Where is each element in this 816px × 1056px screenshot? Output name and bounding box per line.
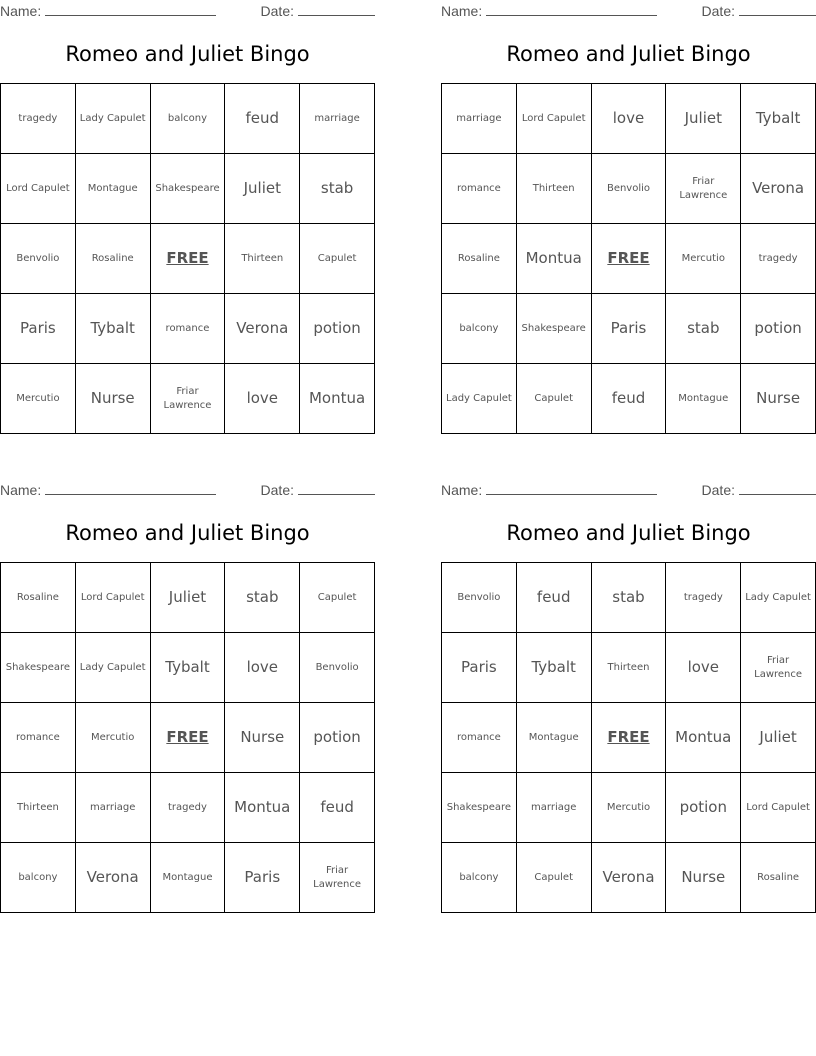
bingo-cell: Montua xyxy=(300,364,375,434)
name-label: Name: xyxy=(441,482,483,498)
bingo-cell: love xyxy=(225,633,300,703)
bingo-cell: tragedy xyxy=(151,773,226,843)
bingo-cell: balcony xyxy=(151,84,226,154)
date-field[interactable] xyxy=(261,3,375,19)
free-space: FREE xyxy=(151,703,226,773)
bingo-cell: Rosaline xyxy=(1,563,76,633)
bingo-cell: Thirteen xyxy=(1,773,76,843)
free-space: FREE xyxy=(592,224,667,294)
bingo-cell: balcony xyxy=(442,294,517,364)
bingo-cell: Benvolio xyxy=(1,224,76,294)
bingo-cell: Friar Lawrence xyxy=(741,633,816,703)
bingo-cell: Lady Capulet xyxy=(442,364,517,434)
date-field[interactable] xyxy=(702,3,816,19)
bingo-cell: Tybalt xyxy=(151,633,226,703)
name-field[interactable] xyxy=(441,3,657,19)
bingo-cell: romance xyxy=(442,703,517,773)
bingo-cell: Tybalt xyxy=(741,84,816,154)
bingo-cell: marriage xyxy=(517,773,592,843)
bingo-cell: Tybalt xyxy=(76,294,151,364)
bingo-cell: feud xyxy=(300,773,375,843)
bingo-cell: Juliet xyxy=(666,84,741,154)
free-space: FREE xyxy=(592,703,667,773)
bingo-cell: Nurse xyxy=(741,364,816,434)
bingo-cell: love xyxy=(592,84,667,154)
bingo-cell: Shakespeare xyxy=(442,773,517,843)
bingo-grid xyxy=(441,83,816,434)
bingo-cell: stab xyxy=(666,294,741,364)
date-label: Date: xyxy=(260,482,294,498)
bingo-cell: Lord Capulet xyxy=(741,773,816,843)
bingo-cell: Montua xyxy=(225,773,300,843)
bingo-cell: Lady Capulet xyxy=(76,633,151,703)
bingo-cell: Shakespeare xyxy=(517,294,592,364)
bingo-cell: Montague xyxy=(666,364,741,434)
name-line[interactable] xyxy=(45,482,216,495)
bingo-cell: Juliet xyxy=(151,563,226,633)
bingo-cell: Thirteen xyxy=(517,154,592,224)
bingo-cell: Mercutio xyxy=(592,773,667,843)
bingo-cell: balcony xyxy=(1,843,76,913)
bingo-cell: Verona xyxy=(592,843,667,913)
bingo-cell: Benvolio xyxy=(300,633,375,703)
bingo-cell: potion xyxy=(741,294,816,364)
bingo-cell: Verona xyxy=(741,154,816,224)
bingo-cell: Montague xyxy=(151,843,226,913)
bingo-cell: stab xyxy=(225,563,300,633)
date-field[interactable] xyxy=(702,482,816,498)
bingo-cell: Verona xyxy=(225,294,300,364)
card-header xyxy=(441,482,816,498)
bingo-cell: Mercutio xyxy=(1,364,76,434)
bingo-cell: romance xyxy=(442,154,517,224)
bingo-cell: stab xyxy=(592,563,667,633)
name-field[interactable] xyxy=(0,482,216,498)
bingo-cell: potion xyxy=(300,294,375,364)
bingo-cell: Mercutio xyxy=(76,703,151,773)
name-label: Name: xyxy=(441,3,483,19)
date-label: Date: xyxy=(701,3,735,19)
bingo-grid xyxy=(441,562,816,913)
bingo-cell: love xyxy=(225,364,300,434)
card-title: Romeo and Juliet Bingo xyxy=(65,521,310,545)
bingo-cell: love xyxy=(666,633,741,703)
bingo-cell: Friar Lawrence xyxy=(151,364,226,434)
bingo-cell: Montague xyxy=(76,154,151,224)
bingo-cell: Juliet xyxy=(225,154,300,224)
name-label: Name: xyxy=(0,3,42,19)
bingo-grid xyxy=(0,562,375,913)
bingo-cell: Rosaline xyxy=(442,224,517,294)
bingo-cell: Montague xyxy=(517,703,592,773)
free-space: FREE xyxy=(151,224,226,294)
bingo-cell: stab xyxy=(300,154,375,224)
bingo-cell: Thirteen xyxy=(225,224,300,294)
bingo-cell: Benvolio xyxy=(442,563,517,633)
bingo-cell: feud xyxy=(517,563,592,633)
date-label: Date: xyxy=(701,482,735,498)
bingo-cell: Paris xyxy=(442,633,517,703)
date-line[interactable] xyxy=(298,3,375,16)
bingo-cell: feud xyxy=(225,84,300,154)
bingo-cell: romance xyxy=(1,703,76,773)
bingo-cell: tragedy xyxy=(1,84,76,154)
bingo-cell: Juliet xyxy=(741,703,816,773)
bingo-cell: Capulet xyxy=(300,563,375,633)
name-line[interactable] xyxy=(45,3,216,16)
bingo-cell: Paris xyxy=(592,294,667,364)
bingo-grid xyxy=(0,83,375,434)
bingo-cell: Tybalt xyxy=(517,633,592,703)
bingo-cell: Lord Capulet xyxy=(1,154,76,224)
date-field[interactable] xyxy=(261,482,375,498)
bingo-cell: potion xyxy=(300,703,375,773)
name-field[interactable] xyxy=(0,3,216,19)
bingo-cell: Capulet xyxy=(517,364,592,434)
bingo-cell: Nurse xyxy=(666,843,741,913)
bingo-cell: Benvolio xyxy=(592,154,667,224)
bingo-cell: marriage xyxy=(300,84,375,154)
bingo-cell: Verona xyxy=(76,843,151,913)
bingo-cell: Thirteen xyxy=(592,633,667,703)
name-label: Name: xyxy=(0,482,42,498)
date-line[interactable] xyxy=(739,482,816,495)
bingo-cell: potion xyxy=(666,773,741,843)
card-title: Romeo and Juliet Bingo xyxy=(65,42,310,66)
date-line[interactable] xyxy=(739,3,816,16)
bingo-cell: Paris xyxy=(1,294,76,364)
bingo-cell: Rosaline xyxy=(741,843,816,913)
bingo-cell: Capulet xyxy=(300,224,375,294)
bingo-cell: Friar Lawrence xyxy=(300,843,375,913)
bingo-cell: Lord Capulet xyxy=(517,84,592,154)
bingo-cell: Paris xyxy=(225,843,300,913)
date-label: Date: xyxy=(260,3,294,19)
bingo-cell: romance xyxy=(151,294,226,364)
bingo-cell: Capulet xyxy=(517,843,592,913)
bingo-cell: Nurse xyxy=(76,364,151,434)
bingo-cell: Lady Capulet xyxy=(741,563,816,633)
card-title: Romeo and Juliet Bingo xyxy=(506,42,751,66)
bingo-cell: Shakespeare xyxy=(1,633,76,703)
bingo-cell: Friar Lawrence xyxy=(666,154,741,224)
bingo-cell: Lady Capulet xyxy=(76,84,151,154)
card-header xyxy=(441,3,816,19)
bingo-cell: Shakespeare xyxy=(151,154,226,224)
bingo-cell: balcony xyxy=(442,843,517,913)
bingo-cell: Lord Capulet xyxy=(76,563,151,633)
bingo-cell: feud xyxy=(592,364,667,434)
bingo-cell: marriage xyxy=(76,773,151,843)
bingo-cell: marriage xyxy=(442,84,517,154)
date-line[interactable] xyxy=(298,482,375,495)
name-line[interactable] xyxy=(486,482,657,495)
bingo-cell: tragedy xyxy=(666,563,741,633)
bingo-cell: Mercutio xyxy=(666,224,741,294)
name-field[interactable] xyxy=(441,482,657,498)
card-header xyxy=(0,482,375,498)
bingo-cell: Montua xyxy=(517,224,592,294)
bingo-cell: tragedy xyxy=(741,224,816,294)
card-title: Romeo and Juliet Bingo xyxy=(506,521,751,545)
card-header xyxy=(0,3,375,19)
bingo-cell: Montua xyxy=(666,703,741,773)
bingo-cell: Rosaline xyxy=(76,224,151,294)
name-line[interactable] xyxy=(486,3,657,16)
bingo-cell: Nurse xyxy=(225,703,300,773)
